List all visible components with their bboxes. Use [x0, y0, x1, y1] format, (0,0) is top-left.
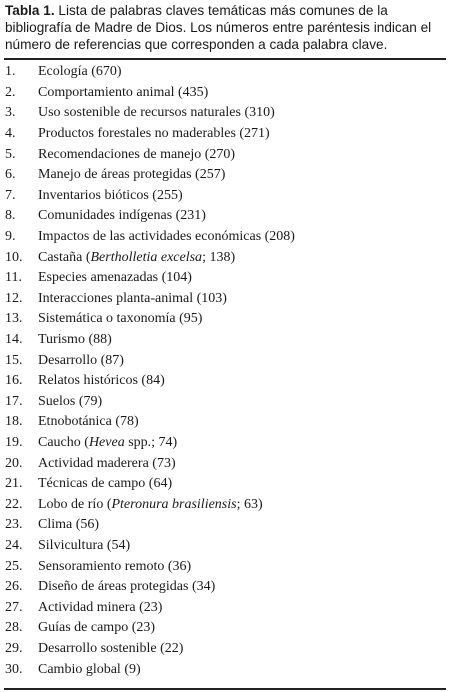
species-name: Bertholletia excelsa [90, 249, 203, 265]
keyword-list [5, 62, 445, 680]
item-label-text: Productos forestales no maderables (271) [38, 126, 270, 142]
item-number: 27. [5, 599, 23, 615]
item-label [38, 250, 445, 266]
item-label-text: Relatos históricos (84) [38, 373, 165, 389]
item-number: 7. [5, 187, 16, 203]
item-number: 25. [5, 558, 23, 574]
list-item [5, 124, 445, 145]
list-item [5, 433, 445, 454]
item-label-text: Comportamiento animal (435) [38, 84, 209, 100]
item-number: 28. [5, 620, 23, 636]
item-label-text: Castaña ( [38, 249, 91, 265]
item-label [38, 538, 445, 554]
item-label [38, 394, 445, 410]
item-label [38, 126, 445, 142]
list-item [5, 597, 445, 618]
item-label [38, 620, 445, 636]
list-item [5, 62, 445, 83]
item-number: 21. [5, 476, 23, 492]
table-caption [5, 2, 445, 53]
caption-text: Lista de palabras claves temáticas más comunes de la bibliografía de Madre de Dios. Los números entre paréntesis indican el número de referencias que corresponden a cada palabra clave. [5, 3, 432, 52]
item-number: 19. [5, 434, 23, 450]
list-item [5, 247, 445, 268]
list-item [5, 371, 445, 392]
item-label-text: Recomendaciones de manejo (270) [38, 146, 236, 162]
item-label-text: Desarrollo (87) [38, 352, 124, 368]
caption-label: Tabla 1. [5, 3, 55, 18]
item-label [38, 435, 445, 451]
item-label-text: Inventarios bióticos (255) [38, 187, 183, 203]
item-label-text: Silvicultura (54) [38, 537, 131, 553]
item-number: 10. [5, 249, 23, 265]
item-label [38, 476, 445, 492]
item-label [38, 641, 445, 657]
list-item [5, 206, 445, 227]
list-item [5, 350, 445, 371]
item-label [38, 291, 445, 307]
item-label [38, 373, 445, 389]
bottom-rule [4, 688, 446, 690]
list-item [5, 227, 445, 248]
item-label-text: Desarrollo sostenible (22) [38, 640, 184, 656]
list-item [5, 392, 445, 413]
item-label-suffix: ; 63) [236, 496, 263, 512]
item-number: 24. [5, 537, 23, 553]
list-item [5, 659, 445, 680]
list-item [5, 330, 445, 351]
item-label [38, 332, 445, 348]
list-item [5, 165, 445, 186]
species-name: Pteronura brasiliensis [111, 496, 237, 512]
item-label-text: Uso sostenible de recursos naturales (310) [38, 105, 275, 121]
item-number: 26. [5, 579, 23, 595]
item-label [38, 517, 445, 533]
item-label-text: Comunidades indígenas (231) [38, 208, 206, 224]
list-item [5, 309, 445, 330]
list-item [5, 577, 445, 598]
item-number: 1. [5, 64, 16, 80]
item-label [38, 208, 445, 224]
top-rule [4, 58, 446, 60]
list-item [5, 144, 445, 165]
item-number: 3. [5, 105, 16, 121]
item-label-text: Interacciones planta-animal (103) [38, 290, 227, 306]
item-label [38, 579, 445, 595]
item-label [38, 600, 445, 616]
list-item [5, 515, 445, 536]
item-label-text: Guías de campo (23) [38, 620, 156, 636]
list-item [5, 618, 445, 639]
item-label-text: Etnobotánica (78) [38, 414, 139, 430]
list-item [5, 289, 445, 310]
list-item [5, 103, 445, 124]
item-number: 12. [5, 290, 23, 306]
item-number: 4. [5, 126, 16, 142]
species-name: Hevea [88, 434, 125, 450]
item-number: 16. [5, 373, 23, 389]
item-label [38, 229, 445, 245]
item-label [38, 85, 445, 101]
item-label [38, 662, 445, 678]
item-label [38, 414, 445, 430]
item-number: 5. [5, 146, 16, 162]
item-label-text: Actividad minera (23) [38, 599, 163, 615]
item-label-text: Turismo (88) [38, 332, 112, 348]
item-label-text: Ecología (670) [38, 64, 122, 80]
item-label [38, 167, 445, 183]
item-label-text: Lobo de río ( [38, 496, 112, 512]
item-label-text: Sistemática o taxonomía (95) [38, 311, 203, 327]
item-number: 14. [5, 332, 23, 348]
list-item [5, 268, 445, 289]
item-label [38, 559, 445, 575]
item-label [38, 188, 445, 204]
list-item [5, 474, 445, 495]
item-label-suffix: ; 138) [202, 249, 236, 265]
item-number: 20. [5, 455, 23, 471]
item-number: 8. [5, 208, 16, 224]
item-label-text: Especies amenazadas (104) [38, 270, 192, 286]
item-number: 18. [5, 414, 23, 430]
item-label-text: Clima (56) [38, 517, 100, 533]
item-number: 13. [5, 311, 23, 327]
item-number: 17. [5, 393, 23, 409]
item-label [38, 105, 445, 121]
item-label [38, 64, 445, 80]
list-item [5, 639, 445, 660]
item-number: 11. [5, 270, 22, 286]
item-label [38, 270, 445, 286]
item-label-suffix: spp.; 74) [124, 434, 178, 450]
item-label-text: Suelos (79) [38, 393, 103, 409]
item-label-text: Técnicas de campo (64) [38, 476, 173, 492]
list-item [5, 412, 445, 433]
item-label [38, 147, 445, 163]
list-item [5, 494, 445, 515]
item-label-text: Cambio global (9) [38, 661, 141, 677]
item-number: 2. [5, 84, 16, 100]
item-number: 23. [5, 517, 23, 533]
item-label-text: Actividad maderera (73) [38, 455, 176, 471]
item-number: 22. [5, 496, 23, 512]
item-label [38, 497, 445, 513]
item-label-text: Manejo de áreas protegidas (257) [38, 167, 226, 183]
item-label-text: Sensoramiento remoto (36) [38, 558, 192, 574]
list-item [5, 186, 445, 207]
item-number: 15. [5, 352, 23, 368]
list-item [5, 536, 445, 557]
item-label [38, 353, 445, 369]
item-number: 6. [5, 167, 16, 183]
item-number: 30. [5, 661, 23, 677]
item-number: 9. [5, 229, 16, 245]
item-label [38, 311, 445, 327]
list-item [5, 556, 445, 577]
item-label-text: Diseño de áreas protegidas (34) [38, 579, 216, 595]
item-label-text: Impactos de las actividades económicas (208) [38, 229, 295, 245]
list-item [5, 83, 445, 104]
item-label [38, 456, 445, 472]
item-label-text: Caucho ( [38, 434, 89, 450]
item-number: 29. [5, 640, 23, 656]
list-item [5, 453, 445, 474]
